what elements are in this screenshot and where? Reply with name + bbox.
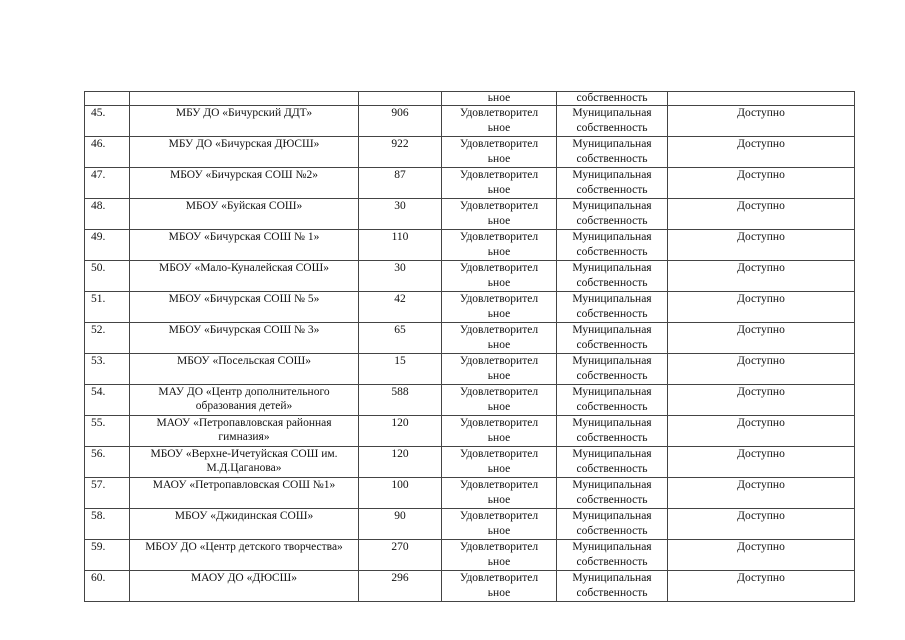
- cell-count: [359, 571, 442, 602]
- cell-num-text: 45.: [91, 107, 106, 119]
- cell-ownership-text: собственность: [576, 308, 648, 320]
- cell-status-text: ьное: [487, 153, 511, 165]
- cell-status-text: ьное: [487, 556, 511, 568]
- cell-status-text: ьное: [487, 525, 511, 537]
- cell-status-text: ьное: [487, 463, 511, 475]
- cell-count-text: 87: [394, 169, 406, 181]
- cell-name: [130, 385, 359, 416]
- cell-num-text: 54.: [91, 386, 106, 398]
- cell-name: [130, 323, 359, 354]
- cell-ownership: [557, 292, 668, 323]
- cell-num-text: 58.: [91, 510, 106, 522]
- cell-access: [668, 509, 855, 540]
- cell-ownership: [557, 478, 668, 509]
- cell-num: [85, 447, 130, 478]
- cell-ownership-text: собственность: [576, 215, 648, 227]
- cell-status-text: ьное: [487, 215, 511, 227]
- cell-num: [85, 416, 130, 447]
- table-row: [85, 323, 855, 354]
- cell-ownership: [557, 199, 668, 230]
- cell-num: [85, 106, 130, 137]
- cell-access: [668, 106, 855, 137]
- cell-num: [85, 385, 130, 416]
- cell-ownership-text: Муниципальная: [572, 324, 652, 336]
- cell-ownership-text: Муниципальная: [572, 510, 652, 522]
- cell-count-text: 100: [391, 479, 409, 491]
- cell-name-text: МБОУ «Мало-Куналейская СОШ»: [159, 262, 329, 274]
- cell-ownership-text: собственность: [576, 494, 648, 506]
- cell-status-text: Удовлетворител: [459, 293, 539, 305]
- cell-ownership-text: Муниципальная: [572, 200, 652, 212]
- cell-count: [359, 292, 442, 323]
- cell-access: [668, 323, 855, 354]
- cell-num-text: 56.: [91, 448, 106, 460]
- cell-num-text: 50.: [91, 262, 106, 274]
- cell-ownership-text: Муниципальная: [572, 572, 652, 584]
- cell-access-text: Доступно: [737, 138, 785, 150]
- cell-count-text: 588: [391, 386, 409, 398]
- cell-status-text: ьное: [487, 339, 511, 351]
- cell-num: [85, 323, 130, 354]
- cell-ownership-text: Муниципальная: [572, 386, 652, 398]
- cell-name: [130, 261, 359, 292]
- cell-status: [442, 478, 557, 509]
- cell-status-text: ьное: [487, 401, 511, 413]
- cell-name-text: МБОУ «Джидинская СОШ»: [174, 510, 314, 522]
- cell-status-text: Удовлетворител: [459, 510, 539, 522]
- cell-name-text: МБОУ «Бичурская СОШ № 1»: [168, 231, 320, 243]
- cell-name: [130, 106, 359, 137]
- cell-count-text: 65: [394, 324, 406, 336]
- cell-count-text: 110: [391, 231, 409, 243]
- cell-count: [359, 92, 442, 106]
- cell-status: [442, 354, 557, 385]
- cell-ownership: [557, 416, 668, 447]
- cell-status: [442, 230, 557, 261]
- cell-name-text: МАОУ «Петропавловская районная гимназия»: [156, 417, 332, 443]
- cell-ownership: [557, 540, 668, 571]
- cell-status-text: Удовлетворител: [459, 479, 539, 491]
- cell-status-text: ьное: [487, 184, 511, 196]
- cell-num: [85, 540, 130, 571]
- cell-ownership: [557, 447, 668, 478]
- cell-status: [442, 292, 557, 323]
- cell-status-text: Удовлетворител: [459, 541, 539, 553]
- cell-access: [668, 416, 855, 447]
- cell-num: [85, 261, 130, 292]
- cell-access: [668, 199, 855, 230]
- cell-status: [442, 168, 557, 199]
- cell-name: [130, 509, 359, 540]
- cell-access: [668, 168, 855, 199]
- cell-access-text: Доступно: [737, 231, 785, 243]
- cell-num-text: 59.: [91, 541, 106, 553]
- cell-name-text: МБОУ «Верхне-Ичетуйская СОШ им. М.Д.Цаганова»: [150, 448, 338, 474]
- cell-ownership: [557, 323, 668, 354]
- cell-num: [85, 292, 130, 323]
- table-row-continuation: [85, 92, 855, 106]
- cell-num-text: 51.: [91, 293, 106, 305]
- cell-status-text: ьное: [487, 587, 511, 599]
- cell-status-text: Удовлетворител: [459, 417, 539, 429]
- cell-ownership-text: Муниципальная: [572, 293, 652, 305]
- institutions-table: [84, 91, 855, 602]
- cell-ownership-text: Муниципальная: [572, 417, 652, 429]
- table-row: [85, 199, 855, 230]
- cell-access: [668, 540, 855, 571]
- cell-ownership: [557, 385, 668, 416]
- cell-count: [359, 509, 442, 540]
- cell-name-text: МБОУ «Бичурская СОШ № 5»: [168, 293, 320, 305]
- cell-access-text: Доступно: [737, 479, 785, 491]
- table-body: [85, 92, 855, 602]
- cell-ownership-text: Муниципальная: [572, 262, 652, 274]
- cell-num: [85, 509, 130, 540]
- cell-status: [442, 540, 557, 571]
- cell-ownership-text: собственность: [576, 432, 648, 444]
- cell-name-text: МБОУ «Бичурская СОШ № 3»: [168, 324, 320, 336]
- cell-access: [668, 478, 855, 509]
- cell-status-text: Удовлетворител: [459, 386, 539, 398]
- cell-ownership-text: Муниципальная: [572, 541, 652, 553]
- table-row: [85, 416, 855, 447]
- cell-access: [668, 447, 855, 478]
- cell-count: [359, 540, 442, 571]
- cell-count-text: 906: [391, 107, 409, 119]
- table-row: [85, 385, 855, 416]
- cell-num-text: 52.: [91, 324, 106, 336]
- cell-ownership-text: собственность: [576, 153, 648, 165]
- cell-count-text: 270: [391, 541, 409, 553]
- table-row: [85, 540, 855, 571]
- cell-ownership: [557, 571, 668, 602]
- cell-ownership: собственность: [557, 92, 668, 106]
- table-row: [85, 354, 855, 385]
- cell-num-text: 53.: [91, 355, 106, 367]
- cell-status: [442, 323, 557, 354]
- cell-ownership-text: собственность: [576, 401, 648, 413]
- cell-status-text: ьное: [487, 370, 511, 382]
- cell-ownership-text: собственность: [576, 525, 648, 537]
- cell-count-text: 120: [391, 417, 409, 429]
- cell-count: [359, 323, 442, 354]
- cell-name-text: МБОУ «Посельская СОШ»: [177, 355, 311, 367]
- cell-ownership-text: собственность: [576, 122, 648, 134]
- cell-num: [85, 354, 130, 385]
- cell-name-text: МБОУ «Буйская СОШ»: [185, 200, 303, 212]
- cell-count: [359, 478, 442, 509]
- cell-num-text: 49.: [91, 231, 106, 243]
- cell-ownership-text: Муниципальная: [572, 107, 652, 119]
- cell-ownership-text: Муниципальная: [572, 231, 652, 243]
- cell-access-text: Доступно: [737, 293, 785, 305]
- table-row: [85, 509, 855, 540]
- cell-num-text: 46.: [91, 138, 106, 150]
- cell-count: [359, 354, 442, 385]
- cell-num-text: 60.: [91, 572, 106, 584]
- cell-name-text: МБУ ДО «Бичурская ДЮСШ»: [168, 138, 320, 150]
- cell-access-text: Доступно: [737, 107, 785, 119]
- cell-access: [668, 571, 855, 602]
- cell-status: [442, 571, 557, 602]
- cell-num: [85, 137, 130, 168]
- cell-num: [85, 168, 130, 199]
- cell-status-text: ьное: [487, 494, 511, 506]
- cell-name-text: МБОУ «Бичурская СОШ №2»: [170, 169, 318, 181]
- cell-name: [130, 92, 359, 106]
- cell-count-text: 30: [394, 200, 406, 212]
- cell-status-text: Удовлетворител: [459, 107, 539, 119]
- cell-status-text: ьное: [487, 432, 511, 444]
- cell-access: [668, 261, 855, 292]
- table-row: [85, 571, 855, 602]
- cell-num: [85, 478, 130, 509]
- cell-access: [668, 137, 855, 168]
- cell-access-text: Доступно: [737, 324, 785, 336]
- cell-status-text: Удовлетворител: [459, 355, 539, 367]
- cell-status: [442, 509, 557, 540]
- cell-status-text: ьное: [487, 122, 511, 134]
- cell-count-text: 90: [394, 510, 406, 522]
- cell-access-text: Доступно: [737, 355, 785, 367]
- cell-name-text: МАУ ДО «Центр дополнительного образования детей»: [158, 386, 330, 412]
- table-row: [85, 447, 855, 478]
- cell-name: [130, 199, 359, 230]
- cell-count: [359, 416, 442, 447]
- cell-name: [130, 540, 359, 571]
- cell-ownership: [557, 137, 668, 168]
- cell-count-text: 42: [394, 293, 406, 305]
- cell-ownership: [557, 106, 668, 137]
- table-row: [85, 292, 855, 323]
- cell-num-text: 47.: [91, 169, 106, 181]
- cell-access-text: Доступно: [737, 262, 785, 274]
- cell-status-text: Удовлетворител: [459, 138, 539, 150]
- cell-status-text: Удовлетворител: [459, 324, 539, 336]
- cell-num-text: 57.: [91, 479, 106, 491]
- cell-status-text: Удовлетворител: [459, 231, 539, 243]
- table-row: [85, 261, 855, 292]
- cell-name: [130, 416, 359, 447]
- cell-access: [668, 92, 855, 106]
- cell-ownership-text: собственность: [576, 277, 648, 289]
- cell-status-text: ьное: [487, 246, 511, 258]
- cell-status-text: Удовлетворител: [459, 262, 539, 274]
- cell-ownership: [557, 230, 668, 261]
- cell-status: [442, 447, 557, 478]
- cell-ownership: [557, 261, 668, 292]
- cell-access-text: Доступно: [737, 200, 785, 212]
- cell-status: ьное: [442, 92, 557, 106]
- cell-ownership-text: Муниципальная: [572, 169, 652, 181]
- cell-count: [359, 447, 442, 478]
- table-row: [85, 478, 855, 509]
- cell-count-text: 15: [394, 355, 406, 367]
- cell-count-text: 922: [391, 138, 409, 150]
- cell-name-text: МАОУ ДО «ДЮСШ»: [190, 572, 298, 584]
- cell-num: [85, 199, 130, 230]
- cell-ownership-text: собственность: [576, 184, 648, 196]
- cell-name: [130, 292, 359, 323]
- cell-name-text: МБУ ДО «Бичурский ДДТ»: [175, 107, 313, 119]
- cell-ownership: [557, 509, 668, 540]
- cell-name-text: МБОУ ДО «Центр детского творчества»: [145, 541, 343, 553]
- cell-access-text: Доступно: [737, 572, 785, 584]
- cell-access-text: Доступно: [737, 510, 785, 522]
- cell-name: [130, 447, 359, 478]
- cell-name: [130, 137, 359, 168]
- cell-name: [130, 354, 359, 385]
- cell-name: [130, 571, 359, 602]
- cell-status-text: Удовлетворител: [459, 200, 539, 212]
- cell-status-text: Удовлетворител: [459, 448, 539, 460]
- cell-access: [668, 230, 855, 261]
- cell-count: [359, 385, 442, 416]
- cell-status-text: Удовлетворител: [459, 572, 539, 584]
- cell-ownership-text: собственность: [576, 463, 648, 475]
- cell-ownership-text: Муниципальная: [572, 479, 652, 491]
- cell-status: [442, 199, 557, 230]
- cell-name: [130, 230, 359, 261]
- table-row: [85, 168, 855, 199]
- cell-count: [359, 199, 442, 230]
- cell-count: [359, 137, 442, 168]
- cell-status-text: Удовлетворител: [459, 169, 539, 181]
- cell-ownership-text: Муниципальная: [572, 355, 652, 367]
- cell-status: [442, 261, 557, 292]
- cell-ownership: [557, 168, 668, 199]
- cell-status: [442, 106, 557, 137]
- cell-access: [668, 292, 855, 323]
- cell-ownership-text: Муниципальная: [572, 448, 652, 460]
- cell-access-text: Доступно: [737, 169, 785, 181]
- cell-count: [359, 106, 442, 137]
- cell-name: [130, 168, 359, 199]
- cell-num-text: 55.: [91, 417, 106, 429]
- cell-count-text: 30: [394, 262, 406, 274]
- cell-status: [442, 385, 557, 416]
- cell-status-text: ьное: [487, 277, 511, 289]
- cell-name-text: МАОУ «Петропавловская СОШ №1»: [152, 479, 336, 491]
- cell-ownership-text: собственность: [576, 339, 648, 351]
- cell-num: [85, 92, 130, 106]
- cell-access-text: Доступно: [737, 417, 785, 429]
- cell-name: [130, 478, 359, 509]
- cell-status-text: ьное: [487, 308, 511, 320]
- cell-count: [359, 168, 442, 199]
- cell-access-text: Доступно: [737, 448, 785, 460]
- cell-access: [668, 354, 855, 385]
- cell-count: [359, 230, 442, 261]
- cell-access: [668, 385, 855, 416]
- cell-num: [85, 571, 130, 602]
- cell-status: [442, 416, 557, 447]
- cell-num: [85, 230, 130, 261]
- cell-ownership-text: собственность: [576, 556, 648, 568]
- cell-ownership-text: Муниципальная: [572, 138, 652, 150]
- table-row: [85, 106, 855, 137]
- cell-ownership: [557, 354, 668, 385]
- cell-ownership-text: собственность: [576, 246, 648, 258]
- cell-num-text: 48.: [91, 200, 106, 212]
- table-row: [85, 230, 855, 261]
- cell-status: [442, 137, 557, 168]
- table-row: [85, 137, 855, 168]
- cell-count: [359, 261, 442, 292]
- cell-ownership-text: собственность: [576, 587, 648, 599]
- cell-ownership-text: собственность: [576, 370, 648, 382]
- cell-access-text: Доступно: [737, 541, 785, 553]
- cell-access-text: Доступно: [737, 386, 785, 398]
- cell-count-text: 296: [391, 572, 409, 584]
- cell-count-text: 120: [391, 448, 409, 460]
